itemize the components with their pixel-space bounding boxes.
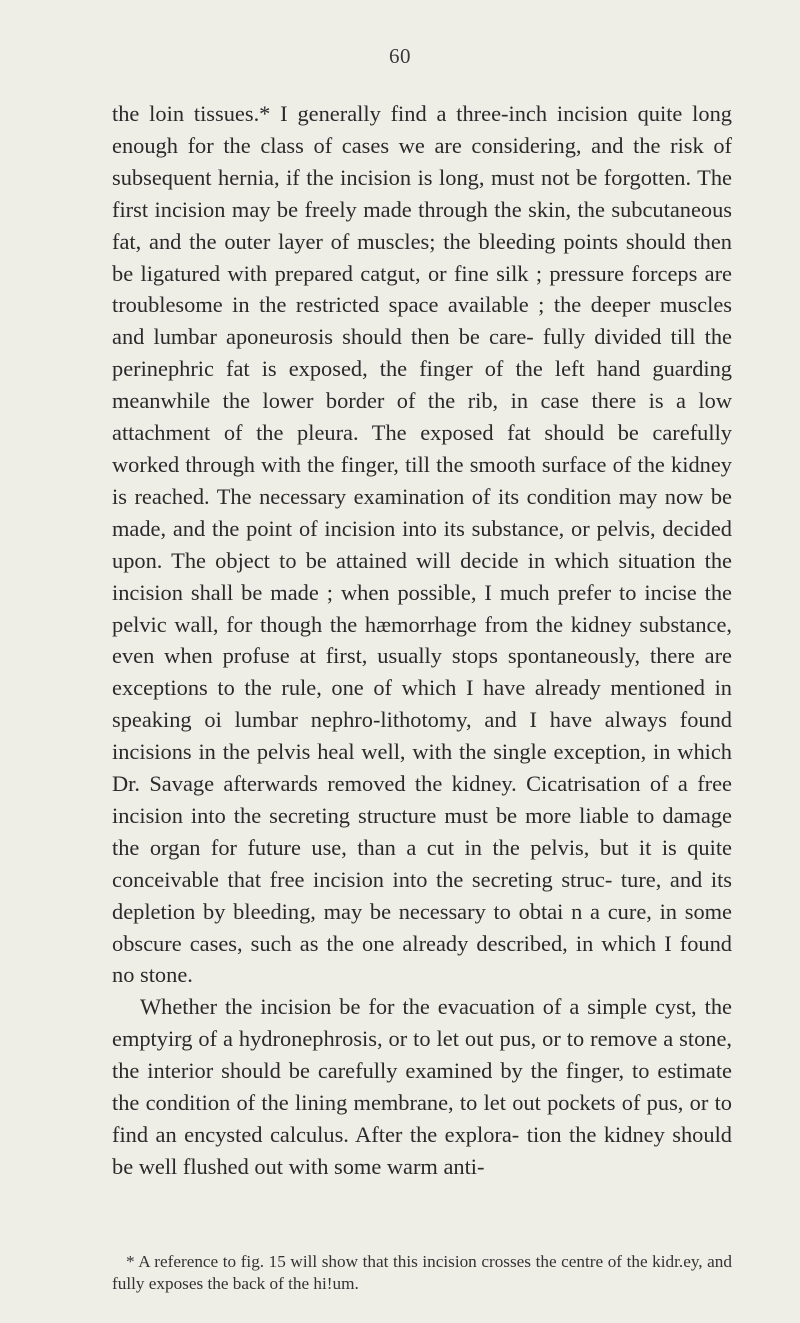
footnote: * A reference to fig. 15 will show that this incision crosses the centre of the kidr.ey, and fully exposes the back of the hi!um. bbox=[112, 1252, 732, 1293]
paragraph-1: the loin tissues.* I generally find a three-inch incision quite long enough for the class of cases we are considering, and the risk of subsequent hernia, if the incision is long, must not be forgotten. The first incision may be freely made through the skin, the subcutaneous fat, and the outer layer of muscles; the bleeding points should then be ligatured with prepared catgut, or fine silk ; pressure forceps are troublesome in the restricted space available ; the deeper muscles and lumbar aponeurosis should then be care- fully divided till the perinephric fat is exposed, the finger of the left hand guarding meanwhile the lower border of the rib, in case there is a low attachment of the pleura. The exposed fat should be carefully worked through with the finger, till the smooth surface of the kidney is reached. The necessary examination of its condition may now be made, and the point of incision into its substance, or pelvis, decided upon. The object to be attained will decide in which situation the incision shall be made ; when possible, I much prefer to incise the pelvic wall, for though the hæmorrhage from the kidney substance, even when profuse at first, usually stops spontaneously, there are exceptions to the rule, one of which I have already mentioned in speaking oi lumbar nephro-lithotomy, and I have always found incisions in the pelvis heal well, with the single exception, in which Dr. Savage afterwards removed the kidney. Cicatrisation of a free incision into the secreting structure must be more liable to damage the organ for future use, than a cut in the pelvis, but it is quite conceivable that free incision into the secreting struc- ture, and its depletion by bleeding, may be necessary to obtai n a cure, in some obscure cases, such as the one already described, in which I found no stone. bbox=[112, 101, 732, 988]
body-text bbox=[112, 98, 732, 1183]
paragraph-2: Whether the incision be for the evacuation of a simple cyst, the emptyirg of a hydronephrosis, or to let out pus, or to remove a stone, the interior should be carefully examined by the finger, to estimate the condition of the lining membrane, to let out pockets of pus, or to find an encysted calculus. After the explora- tion the kidney should be well flushed out with some warm anti- bbox=[112, 994, 732, 1179]
page-number: 60 bbox=[389, 44, 411, 68]
